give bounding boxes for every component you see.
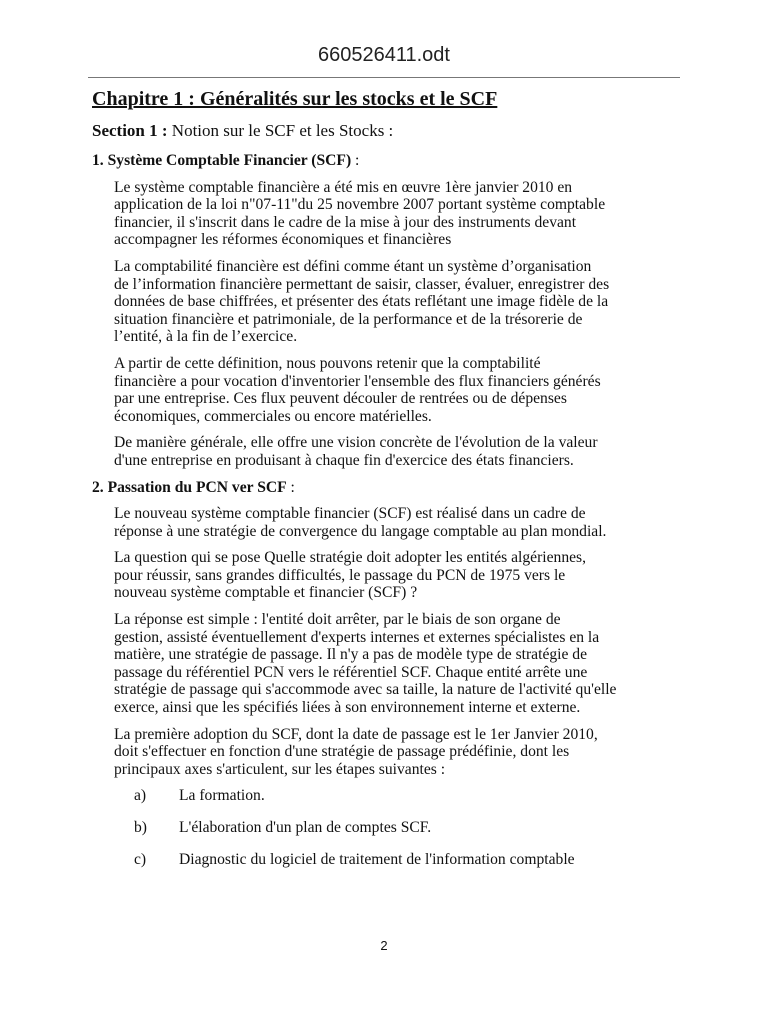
heading-scf-suffix: : bbox=[351, 152, 360, 169]
paragraph-line: stratégie de passage qui s'accommode avec sa taille, la nature de l'activité qu'elle bbox=[114, 681, 617, 699]
heading-scf-label: 1. Système Comptable Financier (SCF) bbox=[92, 152, 352, 169]
paragraph-line: gestion, assisté éventuellement d'experts internes et externes spécialistes en la bbox=[114, 628, 600, 646]
paragraph-line: données de base chiffrées, et présenter des états reflétant une image fidèle de la bbox=[114, 293, 609, 311]
list-item bbox=[92, 787, 680, 805]
page-number: 2 bbox=[380, 938, 388, 953]
paragraph-line: financier, il s'inscrit dans le cadre de la mise à jour des instruments devant bbox=[114, 213, 577, 231]
section-label: Section 1 : bbox=[92, 121, 168, 140]
list-text: La formation. bbox=[179, 787, 265, 805]
paragraph-2 bbox=[92, 258, 680, 346]
paragraph-line: A partir de cette définition, nous pouvons retenir que la comptabilité bbox=[114, 354, 541, 372]
chapter-title: Chapitre 1 : Généralités sur les stocks et le SCF bbox=[92, 88, 498, 110]
paragraph-line: application de la loi n"07-11"du 25 novembre 2007 portant système comptable bbox=[114, 196, 606, 214]
paragraph-line: nouveau système comptable et financier (SCF) ? bbox=[114, 584, 418, 602]
paragraph-line: La première adoption du SCF, dont la date de passage est le 1er Janvier 2010, bbox=[114, 725, 598, 743]
paragraph-line: exerce, ainsi que les spécifiés liées à son environnement interne et externe. bbox=[114, 699, 581, 717]
paragraph-line: De manière générale, elle offre une vision concrète de l'évolution de la valeur bbox=[114, 434, 598, 452]
list-marker: b) bbox=[134, 819, 147, 836]
paragraph-line: par une entreprise. Ces flux peuvent découler de rentrées ou de dépenses bbox=[114, 390, 567, 408]
paragraph-line: La comptabilité financière est défini comme étant un système d’organisation bbox=[114, 257, 592, 275]
paragraph-line: financière a pour vocation d'inventorier l'ensemble des flux financiers générés bbox=[114, 372, 601, 390]
paragraph-line: pour réussir, sans grandes difficultés, le passage du PCN de 1975 vers le bbox=[114, 566, 566, 584]
section-title bbox=[92, 120, 680, 142]
paragraph-6 bbox=[92, 549, 680, 602]
paragraph-line: réponse à une stratégie de convergence du langage comptable au plan mondial. bbox=[114, 522, 607, 540]
list-item bbox=[92, 819, 680, 837]
heading-passation bbox=[92, 479, 680, 497]
list-marker: a) bbox=[134, 787, 147, 805]
paragraph-4 bbox=[92, 434, 680, 469]
header-divider bbox=[88, 77, 680, 78]
heading-passation-label: 2. Passation du PCN ver SCF bbox=[92, 478, 287, 496]
paragraph-line: Le système comptable financière a été mis en œuvre 1ère janvier 2010 en bbox=[114, 178, 573, 196]
paragraph-line: l’entité, à la fin de l’exercice. bbox=[114, 328, 298, 346]
paragraph-line: principaux axes s'articulent, sur les étapes suivantes : bbox=[114, 760, 446, 778]
paragraph-1 bbox=[92, 179, 680, 249]
paragraph-line: d'une entreprise en produisant à chaque fin d'exercice des états financiers. bbox=[114, 451, 574, 469]
paragraph-line: Le nouveau système comptable financier (SCF) est réalisé dans un cadre de bbox=[114, 505, 586, 523]
paragraph-3 bbox=[92, 355, 680, 425]
paragraph-line: La réponse est simple : l'entité doit arrêter, par le biais de son organe de bbox=[114, 611, 561, 629]
paragraph-line: économiques, commerciales ou encore matérielles. bbox=[114, 407, 432, 425]
paragraph-line: doit s'effectuer en fonction d'une stratégie de passage prédéfinie, dont les bbox=[114, 743, 570, 761]
paragraph-7 bbox=[92, 611, 680, 717]
paragraph-line: matière, une stratégie de passage. Il n'y a pas de modèle type de stratégie de bbox=[114, 646, 588, 664]
heading-passation-suffix: : bbox=[286, 478, 295, 496]
paragraph-5 bbox=[92, 505, 680, 540]
paragraph-8 bbox=[92, 726, 680, 779]
paragraph-line: situation financière et patrimoniale, de la performance et de la trésorerie de bbox=[114, 310, 583, 328]
paragraph-line: de l’information financière permettant de saisir, classer, évaluer, enregistrer des bbox=[114, 275, 610, 293]
steps-list bbox=[92, 787, 680, 868]
list-item bbox=[92, 851, 680, 869]
page-content bbox=[92, 86, 680, 882]
list-text: Diagnostic du logiciel de traitement de l'information comptable bbox=[179, 850, 575, 868]
section-text: Notion sur le SCF et les Stocks : bbox=[167, 121, 394, 140]
heading-scf bbox=[92, 152, 680, 170]
document-filename-header: 660526411.odt bbox=[318, 44, 450, 66]
list-text: L'élaboration d'un plan de comptes SCF. bbox=[179, 819, 432, 836]
paragraph-line: passage du référentiel PCN vers le référentiel SCF. Chaque entité arrête une bbox=[114, 663, 588, 681]
list-marker: c) bbox=[134, 850, 147, 868]
paragraph-line: accompagner les réformes économiques et financières bbox=[114, 231, 452, 249]
paragraph-line: La question qui se pose Quelle stratégie doit adopter les entités algériennes, bbox=[114, 549, 587, 567]
